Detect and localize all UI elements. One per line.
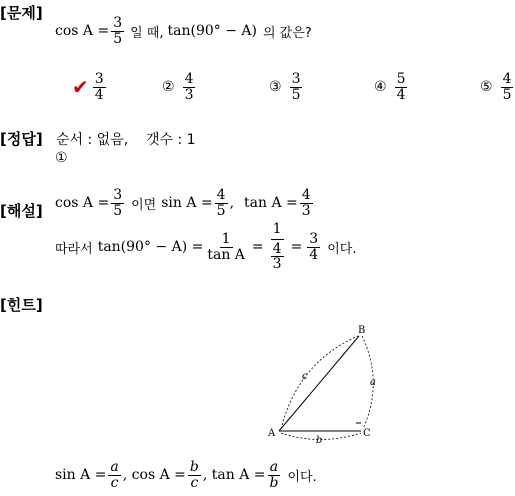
hint-tan: , tan A = — [202, 467, 266, 484]
vertex-b-label: B — [358, 325, 366, 336]
answer-info: 순서 : 없음, 갯수 : 1 — [56, 132, 196, 148]
problem-mid-text: 일 때, — [130, 25, 164, 41]
hint-tail: 이다. — [287, 469, 317, 485]
side-a-label: a — [370, 377, 376, 388]
choice-5-fraction — [501, 72, 514, 102]
fraction-denominator: 3 — [272, 256, 282, 273]
solution-comma: , — [229, 195, 235, 212]
fraction-denominator: tan A — [207, 246, 245, 263]
choice-4-mark: ④ — [374, 79, 387, 96]
choice-3[interactable] — [269, 72, 304, 102]
problem-tail: 의 값은? — [262, 25, 312, 41]
fraction-numerator: 5 — [396, 71, 406, 87]
hint-header: [힌트] — [0, 296, 43, 314]
solution-header: [해설] — [0, 202, 43, 220]
fraction-numerator: 1 — [271, 222, 284, 240]
choice-3-mark: ③ — [269, 79, 282, 96]
fraction-denominator: 3 — [184, 86, 194, 103]
solution-fraction-3 — [307, 232, 320, 262]
problem-rhs: tan(90° − A) — [167, 23, 257, 40]
fraction-numerator: 3 — [113, 15, 123, 31]
vertex-a-label: A — [268, 428, 276, 439]
hint-sin: sin A = — [55, 467, 107, 484]
fraction-denominator: 5 — [113, 30, 123, 47]
fraction-numerator: 4 — [184, 71, 194, 87]
solution-sin: sin A = — [161, 195, 213, 212]
hint-formula — [55, 460, 317, 490]
problem-lhs: cos A = — [55, 23, 110, 40]
fraction-denominator: b — [269, 474, 279, 491]
choice-3-fraction — [290, 72, 303, 102]
choice-5-mark: ⑤ — [480, 79, 493, 96]
side-b-label: b — [316, 435, 323, 444]
solution-tan: tan A = — [244, 195, 298, 212]
equals-sign: = — [290, 239, 303, 256]
solution-fraction-2 — [269, 222, 286, 272]
fraction-numerator: 3 — [94, 71, 104, 87]
answer-value: ① — [55, 150, 68, 166]
hint-tan-fraction — [268, 460, 281, 490]
fraction-denominator: 5 — [291, 86, 301, 103]
fraction-numerator: 4 — [502, 71, 512, 87]
side-c-label: c — [302, 371, 308, 382]
solution-expr: tan(90° − A) = — [97, 239, 204, 256]
fraction-denominator: 5 — [502, 86, 512, 103]
solution-tail: 이다. — [327, 241, 357, 257]
fraction-numerator: 3 — [291, 71, 301, 87]
choice-4[interactable] — [374, 72, 409, 102]
solution-tan-fraction — [300, 188, 313, 218]
checkmark-icon: ✔ — [72, 75, 89, 100]
solution-cos-fraction — [111, 188, 124, 218]
fraction-denominator: c — [110, 474, 119, 491]
solution-line-1 — [55, 188, 315, 218]
choice-2-fraction — [183, 72, 196, 102]
choice-1-fraction — [93, 72, 106, 102]
fraction-denominator — [269, 240, 286, 272]
fraction-numerator: 1 — [221, 230, 231, 247]
hint-cos-fraction — [188, 460, 201, 490]
solution-prefix: 따라서 — [55, 241, 93, 257]
fraction-denominator: 4 — [309, 246, 319, 263]
problem-header: [문제] — [0, 4, 43, 22]
fraction-denominator: 3 — [301, 202, 311, 219]
fraction-numerator: 4 — [272, 240, 282, 257]
equals-sign: = — [251, 239, 264, 256]
solution-connector: 이면 — [131, 197, 157, 213]
fraction-denominator: 5 — [113, 202, 123, 219]
choice-1[interactable] — [60, 72, 108, 102]
vertex-c-label: C — [363, 428, 371, 439]
problem-fraction — [111, 16, 124, 46]
triangle-diagram — [262, 322, 387, 444]
choice-5[interactable] — [480, 72, 515, 102]
fraction-numerator: 3 — [309, 230, 319, 247]
fraction-denominator: 4 — [396, 86, 406, 103]
fraction-denominator: 5 — [216, 202, 226, 219]
hint-cos: , cos A = — [122, 467, 186, 484]
fraction-numerator: 3 — [113, 187, 123, 203]
fraction-denominator: 4 — [94, 86, 104, 103]
fraction-numerator: 4 — [301, 187, 311, 203]
triangle-hypotenuse — [279, 336, 359, 431]
answer-header: [정답] — [0, 130, 43, 148]
fraction-numerator: b — [189, 459, 199, 475]
fraction-numerator: 4 — [216, 187, 226, 203]
fraction-numerator: a — [110, 459, 119, 475]
choice-4-fraction — [395, 72, 408, 102]
fraction-numerator: a — [269, 459, 279, 475]
choice-2[interactable] — [162, 72, 197, 102]
solution-line-2 — [55, 222, 356, 272]
solution-cos: cos A = — [55, 195, 110, 212]
fraction-denominator: c — [190, 474, 199, 491]
solution-fraction-1 — [205, 232, 247, 262]
problem-statement — [55, 16, 312, 46]
hint-sin-fraction — [108, 460, 120, 490]
choice-2-mark: ② — [162, 79, 175, 96]
solution-sin-fraction — [215, 188, 228, 218]
nested-fraction — [271, 242, 284, 272]
